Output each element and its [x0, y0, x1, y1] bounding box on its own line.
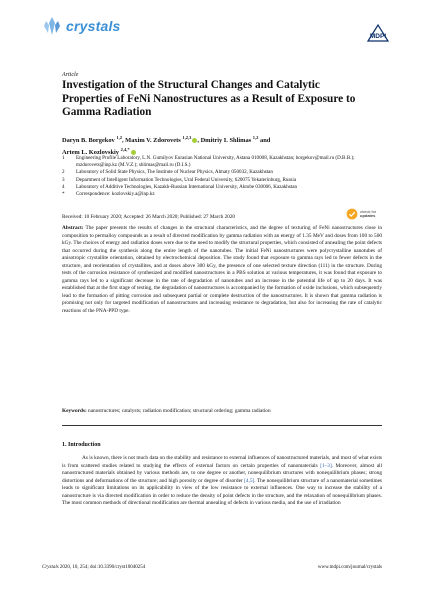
affiliation-item [62, 177, 382, 184]
journal-logo[interactable] [42, 16, 121, 36]
crystal-icon [42, 16, 62, 36]
check-updates-line2: updates [360, 213, 376, 218]
keywords-label: Keywords: [62, 408, 87, 414]
affiliation-item [62, 191, 382, 198]
affiliation-number: 4 [62, 183, 65, 190]
check-updates-icon [346, 208, 358, 220]
footer-url[interactable]: www.mdpi.com/journal/crystals [317, 565, 382, 570]
author-affiliation-sup: 1,2,3 [182, 135, 192, 140]
section-heading: 1. Introduction [62, 442, 101, 448]
page-title: Investigation of the Structural Changes and Catalytic Properties of FeNi Nanostructures as a Result of Exposure to Gamma Radiation [62, 79, 356, 119]
orcid-icon[interactable] [192, 138, 197, 143]
abstract [62, 225, 382, 316]
author-list: Daryn B. Borgekov $^{1,2}$, Maxim V. Zdorovets $^{1,2,3}$ , Dmitriy I. Shlimas $^{1,2}$ and Artem L. Kozlovskiy $^{2,4,*}$ [62, 135, 271, 157]
publisher-logo[interactable] [366, 24, 390, 42]
affiliation-number: 2 [62, 169, 65, 176]
publisher-name: MDPI [369, 33, 387, 40]
affiliation-text: Department of Intelligent Information Technologies, Ural Federal University, 620075 Yekaterinburg, Russia [76, 176, 297, 183]
citation-link[interactable]: [1–3] [320, 462, 332, 469]
affiliation-text: Laboratory of Solid State Physics, The Institute of Nuclear Physics, Almaty 050032, Kazakhstan [76, 169, 273, 176]
author-name[interactable]: Dmitriy I. Shlimas [200, 137, 252, 145]
affiliations [62, 155, 382, 198]
author-affiliation-sup: 1,2 [252, 135, 259, 140]
intro-paragraph [62, 455, 382, 508]
article-type: Article [62, 72, 79, 78]
check-updates-line1: check for [360, 208, 377, 214]
correspondence-text[interactable]: Correspondence: kozlovskiy.a@inp.kz [76, 191, 155, 198]
intro-text: As is known, there is not much data on the stability and resistance to external influences of nanostructured materials, and most of what exists is from scattered studies related to studying the effects of external factors on certain properties of nanomaterials [62, 455, 382, 469]
intro-text: . Moreover, almost all nanostructured materials obtained by various methods are, to one degree or another, nonequilibrium structures with nonequilibrium phases; strong distortions and deformations of the structure; and high porosity or degree of disorder [62, 462, 382, 484]
footer-journal: Crystals [42, 565, 59, 570]
footer-citation [42, 565, 145, 570]
author-join: and [260, 137, 271, 145]
affiliation-number: 1 [62, 155, 65, 161]
mdpi-logo-icon [366, 24, 390, 42]
affiliation-item [62, 169, 382, 176]
intro-text: . The nonequilibrium structure of a nanomaterial sometimes leads to significant limitations on its applicability in view of the low resistance to external influences. One way to increase the stability of a nanostructure is via directed modification in order to reduce the density of point defects in the structure, and the relaxation of nonequilibrium phases. The most common methods of directional modification are thermal annealing of defects in various media, and the use of irradiation [62, 477, 382, 507]
affiliation-text: Engineering Profile Laboratory, L.N. Gumilyov Eurasian National University, Astana 010008, Kazakhstan; borgekov@mail.ru (D.B.B.); mzdorovets@inp.kz (M.V.Z.); shlimas@mail.ru (D.I.S.) [76, 155, 355, 169]
keywords-text: nanostructures; catalysts; radiation modification; structural ordering; gamma radiation [88, 408, 271, 414]
affiliation-item [62, 184, 382, 191]
section-divider [62, 425, 382, 426]
keywords [62, 408, 382, 416]
author-name[interactable]: Maxim V. Zdorovets [125, 137, 181, 145]
journal-name: crystals [66, 18, 121, 34]
affiliation-text: Laboratory of Additive Technologies, Kazakh-Russian International University, Aktobe 030006, Kazakhstan [76, 183, 298, 190]
author-name[interactable]: Artem L. Kozlovskiy [62, 149, 119, 157]
publication-dates: Received: 10 February 2020; Accepted: 26 March 2020; Published: 27 March 2020 [62, 214, 236, 220]
citation-link[interactable]: [4,5] [244, 477, 255, 484]
abstract-label: Abstract: [62, 225, 84, 231]
affiliation-item [62, 155, 382, 169]
affiliation-number: * [62, 191, 65, 198]
affiliation-number: 3 [62, 176, 65, 183]
author-affiliation-sup: 1,2 [116, 135, 122, 140]
check-for-updates-button[interactable] [346, 208, 376, 220]
abstract-text: The paper presents the results of changes in the structural characteristics, and the degree of texturing of FeNi nanostructures close in composition to permalloy compounds as a result of directed modification by gamma radiation with an energy of 1.35 MeV and doses from 100 to 500 kGy. The choices of energy and radiation doses were due to the need to modify the structural properties, which consisted of annealing the point defects that occurred during the synthesis along the entire length of the nanotubes. The initial FeNi nanostructures were polycrystalline nanotubes of anisotropic crystallite orientation, obtained by electrochemical deposition. The study found that exposure to gamma rays led to fewer defects in the structure, and reorientation of crystallites, and at doses above 300 kGy, the presence of one selected texture direction (111) in the structure. During tests of the corrosion resistance of synthesized and modified nanostructures in a PBS solution at various temperatures, it was found that exposure to gamma rays led to a significant decrease in the rate of degradation of nanotubes and an increase in the potential life of up to 20 days. It was established that at the first stage of testing, the degradation of nanostructures is accompanied by the formation of oxide inclusions, which subsequently lead to the formation of pitting corrosion and subsequent partial or complete destruction of the nanostructures. It is shown that gamma radiation is promising not only for targeted modification of nanostructures and increasing resistance to degradation, but also for increasing the rate of catalytic reactions of the PNA-PPD type. [62, 225, 382, 315]
author-name[interactable]: Daryn B. Borgekov [62, 137, 115, 145]
author-affiliation-sup: 2,4,* [120, 147, 130, 153]
footer-doi[interactable]: 2020, 10, 254; doi:10.3390/cryst10040254 [58, 565, 146, 570]
